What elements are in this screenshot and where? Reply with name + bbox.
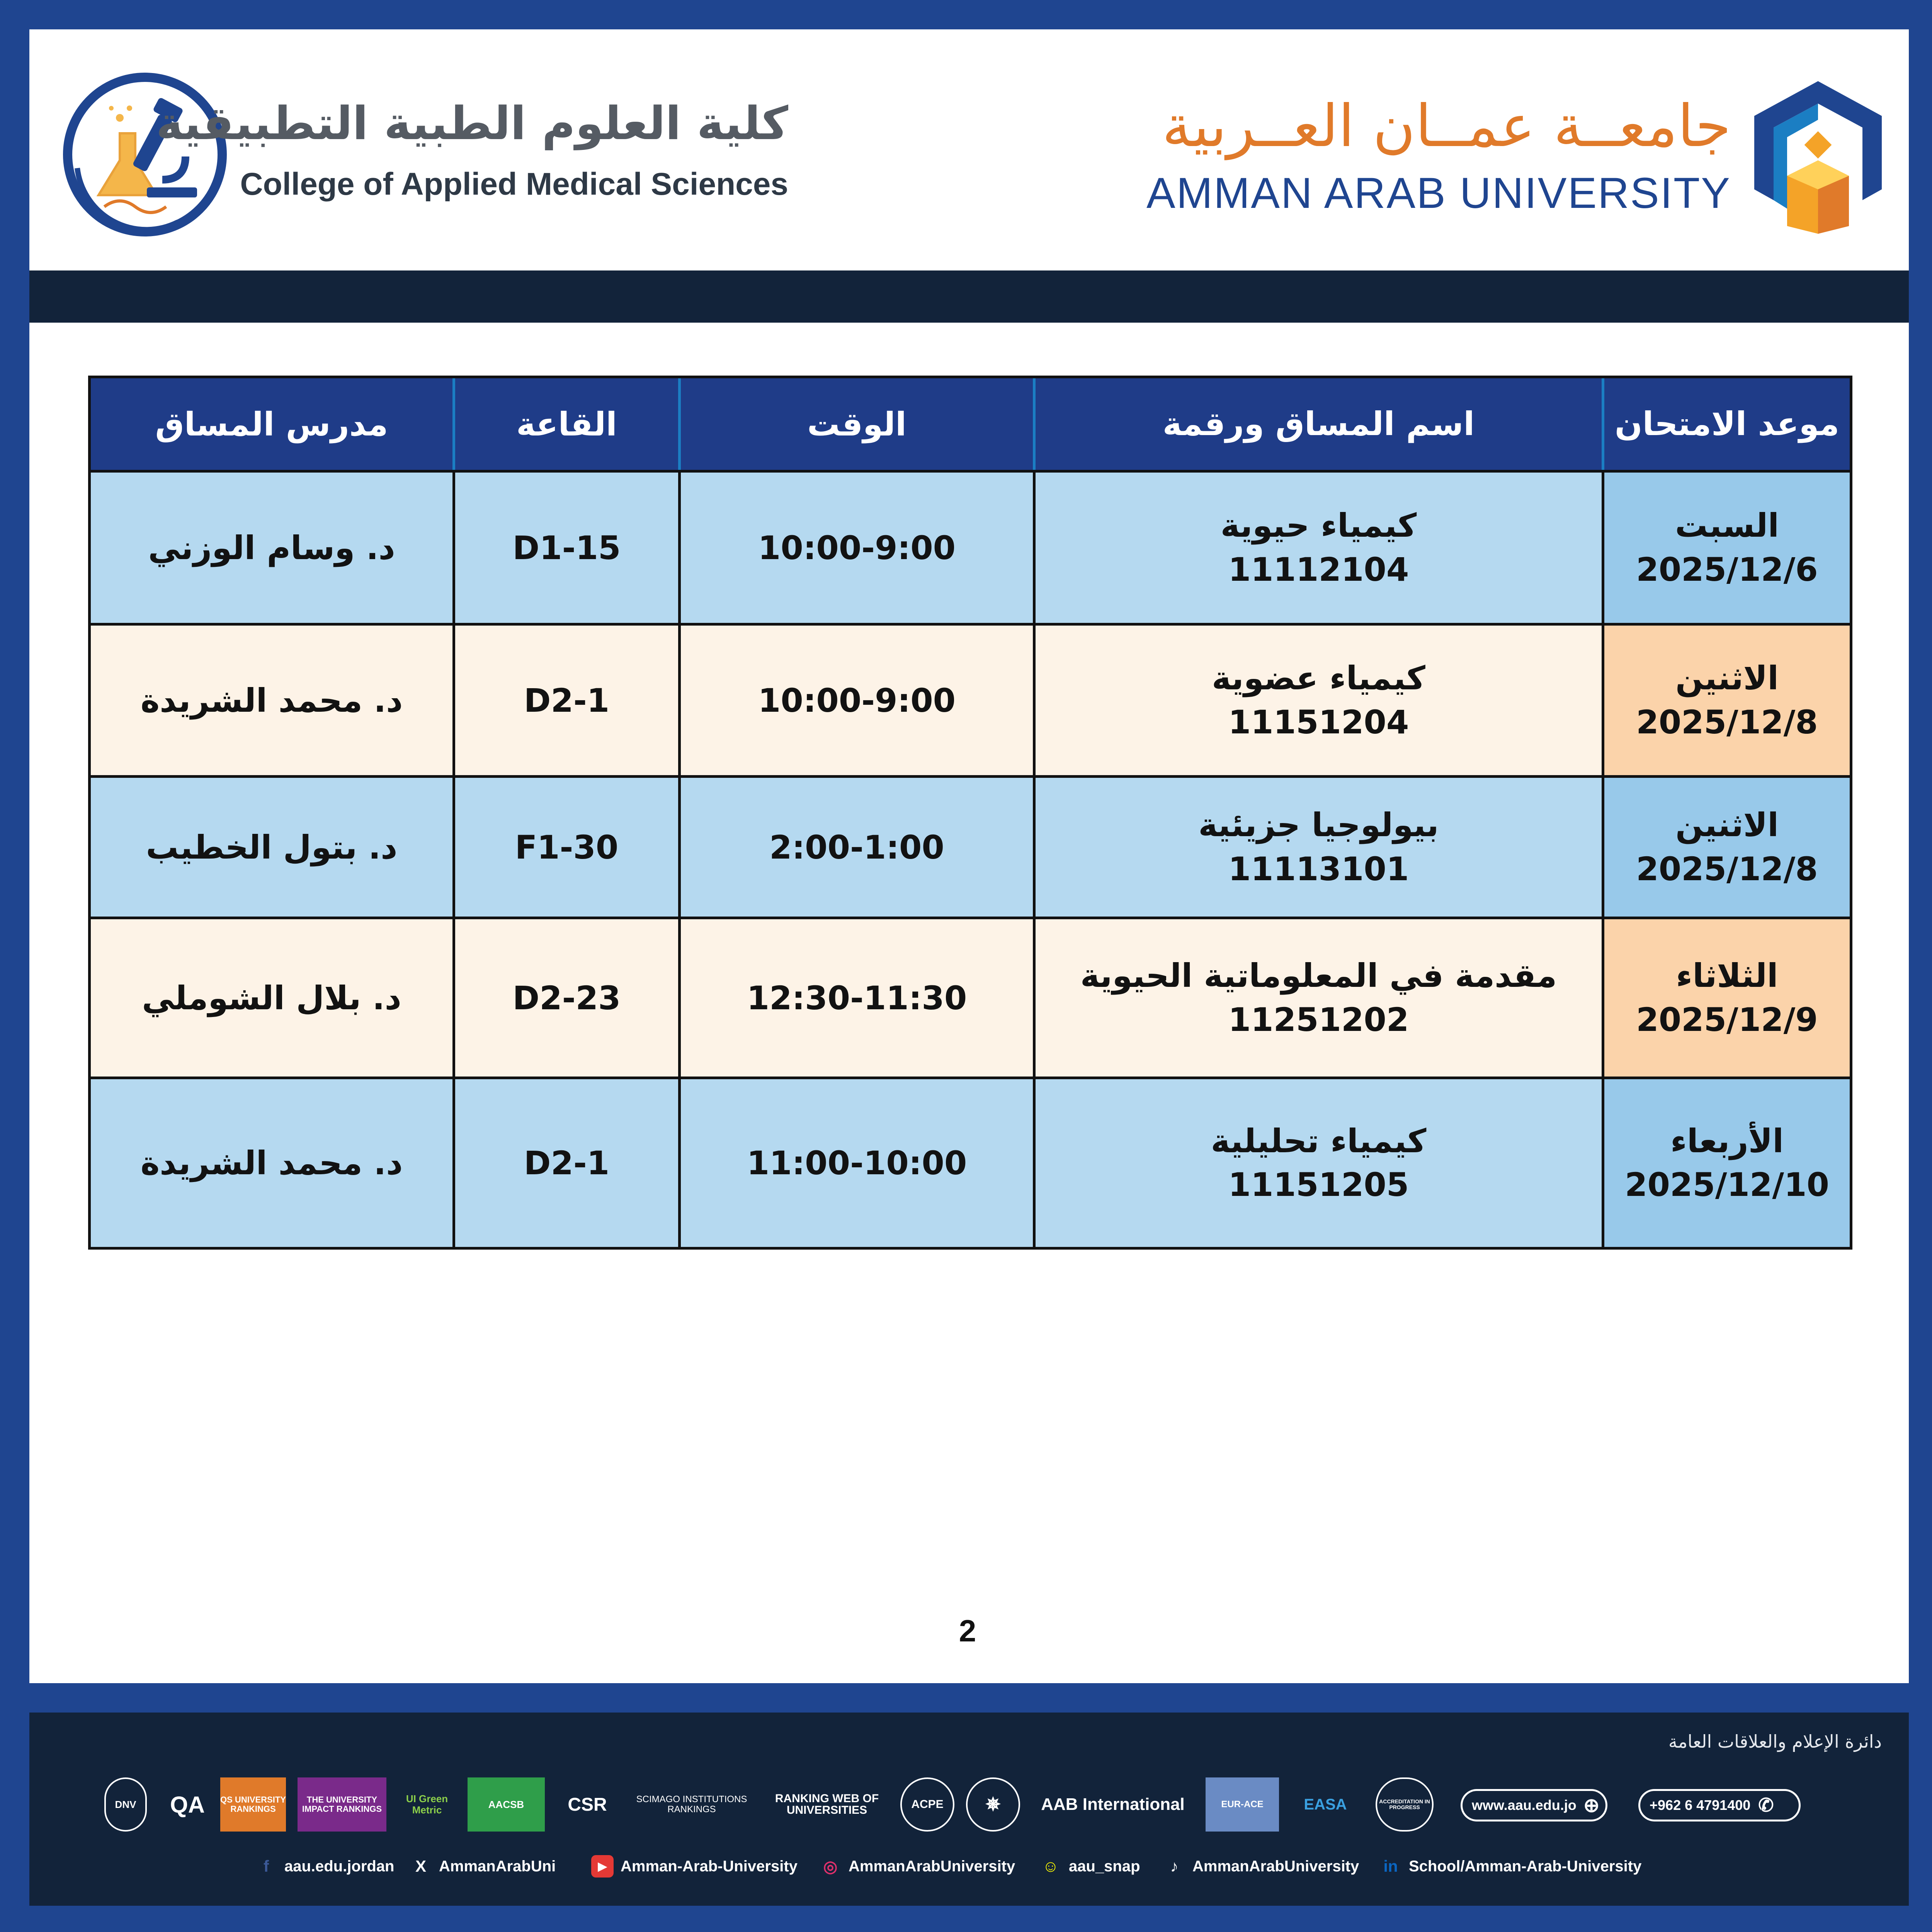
tiktok-icon: ♪ xyxy=(1170,1857,1179,1875)
social-text: AmmanArabUniversity xyxy=(1192,1857,1359,1875)
header-room: القاعة xyxy=(452,378,678,470)
header-teacher: مدرس المساق xyxy=(155,405,388,443)
table-row xyxy=(91,1079,1850,1247)
page-number: 2 xyxy=(959,1614,976,1648)
exam-day: الأربعاء xyxy=(1670,1122,1784,1160)
exam-date: 2025/12/6 xyxy=(1636,550,1818,588)
social-text: aau_snap xyxy=(1069,1857,1140,1875)
badge-csr: CSR xyxy=(568,1794,607,1815)
course-name: كيمياء حيوية xyxy=(1220,507,1417,545)
badge-the: THE UNIVERSITY IMPACT RANKINGS xyxy=(298,1777,386,1832)
course-number: 11113101 xyxy=(1228,850,1409,888)
badge-dnv: DNV xyxy=(104,1777,147,1832)
course-number: 11251202 xyxy=(1228,1000,1409,1039)
date-cell xyxy=(1602,626,1850,775)
time-cell: 10:00-9:00 xyxy=(678,626,1033,775)
social-links xyxy=(247,1847,1677,1886)
course-cell xyxy=(1033,778,1602,917)
teacher-cell: د. محمد الشريدة xyxy=(140,1144,403,1182)
linkedin-icon: in xyxy=(1383,1857,1398,1875)
badge-acpe: ACPE xyxy=(900,1777,954,1832)
badge-aacsb: AACSB xyxy=(468,1777,545,1832)
time-cell: 12:30-11:30 xyxy=(678,919,1033,1077)
room-cell: D2-1 xyxy=(452,626,678,775)
phone-link[interactable] xyxy=(1638,1789,1801,1821)
globe-icon: ⊕ xyxy=(1583,1794,1600,1816)
exam-date: 2025/12/9 xyxy=(1636,1000,1818,1039)
table-row xyxy=(91,626,1850,778)
table-row xyxy=(91,919,1850,1079)
badge-ranking-web: RANKING WEB OF UNIVERSITIES xyxy=(775,1792,879,1816)
youtube-icon: ▶ xyxy=(591,1855,614,1878)
room-cell: D2-23 xyxy=(452,919,678,1077)
table-row xyxy=(91,473,1850,626)
badge-accreditation: ACCREDITATION IN PROGRESS xyxy=(1376,1777,1434,1832)
course-number: 11112104 xyxy=(1228,550,1409,588)
social-instagram[interactable] xyxy=(819,1847,1015,1886)
course-cell xyxy=(1033,473,1602,623)
social-linkedin[interactable] xyxy=(1379,1847,1641,1886)
footer-department: دائرة الإعلام والعلاقات العامة xyxy=(1668,1731,1882,1752)
badge-aab: AAB International xyxy=(1041,1795,1185,1814)
course-name: كيمياء عضوية xyxy=(1212,659,1425,697)
teacher-cell: د. وسام الوزني xyxy=(148,529,395,567)
social-tiktok[interactable] xyxy=(1163,1847,1359,1886)
exam-day: الاثنين xyxy=(1675,659,1779,697)
phone-icon: ✆ xyxy=(1758,1795,1774,1816)
time-cell: 10:00-9:00 xyxy=(678,473,1033,623)
social-facebook[interactable] xyxy=(255,1847,395,1886)
exam-date: 2025/12/8 xyxy=(1636,703,1818,741)
badge-easa: EASA xyxy=(1304,1796,1347,1813)
course-cell xyxy=(1033,1079,1602,1247)
university-name-ar: جامعــة عمــان العــربية xyxy=(1162,93,1731,160)
exam-date: 2025/12/10 xyxy=(1625,1166,1829,1204)
website-text: www.aau.edu.jo xyxy=(1472,1797,1577,1813)
college-name-en: College of Applied Medical Sciences xyxy=(240,167,788,202)
date-cell xyxy=(1602,1079,1850,1247)
exam-day: الثلاثاء xyxy=(1676,957,1778,995)
course-name: بيولوجيا جزيئية xyxy=(1198,806,1439,844)
course-name: كيمياء تحليلية xyxy=(1211,1122,1427,1160)
facebook-icon: f xyxy=(264,1857,269,1875)
social-youtube[interactable] xyxy=(591,1847,798,1886)
header-date: موعد الامتحان xyxy=(1602,378,1850,470)
exam-day: الاثنين xyxy=(1675,806,1779,844)
course-number: 11151204 xyxy=(1228,703,1409,741)
social-x[interactable] xyxy=(410,1847,556,1886)
course-cell xyxy=(1033,919,1602,1077)
room-cell: D1-15 xyxy=(452,473,678,623)
college-name-ar: كلية العلوم الطبية التطبيقية xyxy=(156,97,788,150)
course-cell xyxy=(1033,626,1602,775)
time-cell: 11:00-10:00 xyxy=(678,1079,1033,1247)
date-cell xyxy=(1602,919,1850,1077)
phone-text: +962 6 4791400 xyxy=(1650,1797,1751,1813)
header-course: اسم المساق ورقمة xyxy=(1033,378,1602,470)
social-text: aau.edu.jordan xyxy=(284,1857,395,1875)
social-text: AmmanArabUniversity xyxy=(849,1857,1015,1875)
date-cell xyxy=(1602,778,1850,917)
header-divider-bar xyxy=(29,270,1909,323)
course-number: 11151205 xyxy=(1228,1166,1409,1204)
social-text: School/Amman-Arab-University xyxy=(1409,1857,1642,1875)
room-cell: D2-1 xyxy=(452,1079,678,1247)
exam-date: 2025/12/8 xyxy=(1636,850,1818,888)
header-time: الوقت xyxy=(678,378,1033,470)
teacher-cell: د. بلال الشوملي xyxy=(142,979,401,1017)
social-text: AmmanArabUni xyxy=(439,1857,556,1875)
teacher-cell: د. بتول الخطيب xyxy=(146,828,398,866)
badge-qa: QA xyxy=(170,1791,205,1818)
university-name-en: AMMAN ARAB UNIVERSITY xyxy=(1146,169,1731,217)
table-header-row xyxy=(91,378,1850,473)
seal-icon: ✵ xyxy=(966,1777,1020,1832)
badge-scimago: SCIMAGO INSTITUTIONS RANKINGS xyxy=(636,1794,747,1815)
room-cell: F1-30 xyxy=(452,778,678,917)
x-icon: X xyxy=(415,1857,426,1875)
exam-day: السبت xyxy=(1675,507,1779,545)
social-text: Amman-Arab-University xyxy=(621,1857,798,1875)
badge-qs: QS UNIVERSITY RANKINGS xyxy=(220,1777,286,1832)
badge-eur-ace: EUR-ACE xyxy=(1206,1777,1279,1832)
instagram-icon: ◎ xyxy=(823,1857,838,1876)
snapchat-icon: ☺ xyxy=(1042,1857,1059,1875)
teacher-cell: د. محمد الشريدة xyxy=(140,681,403,719)
social-snapchat[interactable] xyxy=(1039,1847,1140,1886)
table-row xyxy=(91,778,1850,919)
website-link[interactable] xyxy=(1461,1789,1607,1821)
course-name: مقدمة في المعلوماتية الحيوية xyxy=(1080,957,1557,995)
university-logo xyxy=(1750,77,1886,236)
badge-ui-green-metric: UI Green Metric xyxy=(406,1793,448,1816)
time-cell: 2:00-1:00 xyxy=(678,778,1033,917)
date-cell xyxy=(1602,473,1850,623)
exam-schedule-table xyxy=(88,376,1852,1250)
